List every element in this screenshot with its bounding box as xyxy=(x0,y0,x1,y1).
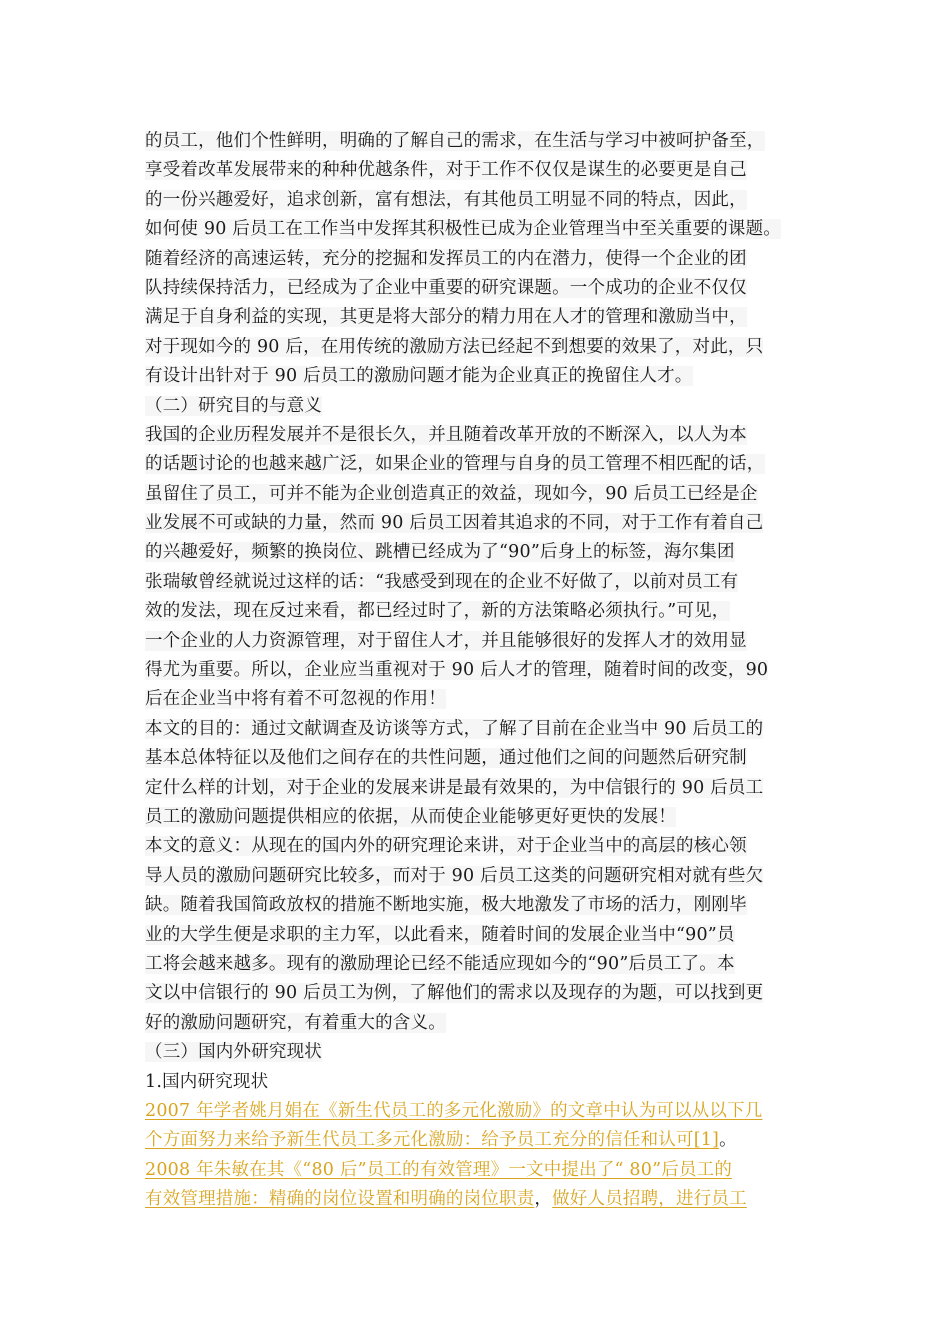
line-text: 得尤为重要。所以，企业应当重视对于 90 后人才的管理，随着时间的改变，90 xyxy=(145,660,769,681)
line-text: 业的大学生便是求职的主力军，以此看来，随着时间的发展企业当中“90”员 xyxy=(145,924,735,945)
line-text: 定什么样的计划，对于企业的发展来讲是最有效果的，为中信银行的 90 后员工 xyxy=(145,777,764,798)
body-text xyxy=(145,127,845,1214)
paragraph-line xyxy=(145,921,845,950)
line-text: 享受着改革发展带来的种种优越条件，对于工作不仅仅是谋生的必要更是自己 xyxy=(145,160,747,181)
heading-text: （三）国内外研究现状 xyxy=(145,1042,322,1063)
paragraph-line xyxy=(145,597,845,626)
line-text: 如何使 90 后员工在工作当中发挥其积极性已成为企业管理当中至关重要的课题。 xyxy=(145,219,781,240)
line-text: 业发展不可或缺的力量，然而 90 后员工因着其追求的不同，对于工作有着自己 xyxy=(145,513,764,534)
paragraph-line xyxy=(145,421,845,450)
line-text: 本文的目的：通过文献调查及访谈等方式，了解了目前在企业当中 90 后员工的 xyxy=(145,718,764,739)
paragraph-line xyxy=(145,744,845,773)
paragraph-line xyxy=(145,774,845,803)
line-text: 工将会越来越多。现有的激励理论已经不能适应现如今的“90”后员工了。本 xyxy=(145,953,735,974)
line-text: 导人员的激励问题研究比较多，而对于 90 后员工这类的问题研究相对就有些欠 xyxy=(145,865,764,886)
line-text: 效的发法，现在反过来看，都已经过时了，新的方法策略必须执行。”可见， xyxy=(145,601,730,622)
paragraph-line xyxy=(145,333,845,362)
reference-link[interactable]: 2008 年朱敏在其《“80 后”员工的有效管理》一文中提出了“ 80”后员工的 xyxy=(145,1159,733,1180)
reference-line xyxy=(145,1097,845,1126)
line-text: 的员工，他们个性鲜明，明确的了解自己的需求，在生活与学习中被呵护备至， xyxy=(145,131,765,151)
paragraph-line xyxy=(145,715,845,744)
line-text: 随着经济的高速运转，充分的挖掘和发挥员工的内在潜力，使得一个企业的团 xyxy=(145,248,747,269)
paragraph-line xyxy=(145,979,845,1008)
line-text: 有设计出针对于 90 后员工的激励问题才能为企业真正的挽留住人才。 xyxy=(145,366,693,387)
paragraph-line xyxy=(145,568,845,597)
paragraph-line xyxy=(145,627,845,656)
line-text: 一个企业的人力资源管理，对于留住人才，并且能够很好的发挥人才的效用显 xyxy=(145,630,747,651)
paragraph-line xyxy=(145,480,845,509)
paragraph-line xyxy=(145,245,845,274)
reference-link[interactable]: 做好人员招聘，进行员工 xyxy=(552,1189,747,1210)
paragraph-line xyxy=(145,303,845,332)
line-text: 本文的意义：从现在的国内外的研究理论来讲，对于企业当中的高层的核心领 xyxy=(145,836,747,857)
paragraph-line xyxy=(145,274,845,303)
line-text: 的兴趣爱好，频繁的换岗位、跳槽已经成为了“90”后身上的标签，海尔集团 xyxy=(145,542,735,563)
line-text: 基本总体特征以及他们之间存在的共性问题，通过他们之间的问题然后研究制 xyxy=(145,748,747,769)
line-text: 张瑞敏曾经就说过这样的话：“我感受到现在的企业不好做了，以前对员工有 xyxy=(145,571,739,592)
paragraph-line xyxy=(145,862,845,891)
paragraph-line xyxy=(145,156,845,185)
punctuation: ， xyxy=(534,1189,553,1210)
paragraph-line xyxy=(145,656,845,685)
subsection-heading xyxy=(145,1068,845,1097)
line-text: 的一份兴趣爱好，追求创新，富有想法，有其他员工明显不同的特点，因此， xyxy=(145,189,747,210)
line-text: 的话题讨论的也越来越广泛，如果企业的管理与自身的员工管理不相匹配的话， xyxy=(145,454,765,475)
reference-line xyxy=(145,1185,845,1214)
paragraph-line xyxy=(145,186,845,215)
reference-link[interactable]: 2007 年学者姚月娟在《新生代员工的多元化激励》的文章中认为可以从以下几 xyxy=(145,1100,763,1121)
paragraph-line xyxy=(145,1009,845,1038)
paragraph-line xyxy=(145,450,845,479)
paragraph-line xyxy=(145,950,845,979)
line-text: 满足于自身利益的实现，其更是将大部分的精力用在人才的管理和激励当中， xyxy=(145,307,747,328)
paragraph-line xyxy=(145,509,845,538)
line-text: 对于现如今的 90 后，在用传统的激励方法已经起不到想要的效果了，对此，只 xyxy=(145,336,764,357)
paragraph-line xyxy=(145,215,845,244)
line-text: 我国的企业历程发展并不是很长久，并且随着改革开放的不断深入，以人为本 xyxy=(145,424,747,445)
line-text: 员工的激励问题提供相应的依据，从而使企业能够更好更快的发展！ xyxy=(145,806,676,827)
paragraph-line xyxy=(145,891,845,920)
reference-line xyxy=(145,1156,845,1185)
line-text: 后在企业当中将有着不可忽视的作用！ xyxy=(145,689,446,710)
punctuation: 。 xyxy=(719,1130,737,1151)
section-heading xyxy=(145,392,845,421)
heading-text: （二）研究目的与意义 xyxy=(145,395,322,416)
reference-link[interactable]: 个方面努力来给予新生代员工多元化激励：给予员工充分的信任和认可[1] xyxy=(145,1130,720,1151)
line-text: 虽留住了员工，可并不能为企业创造真正的效益，现如今，90 后员工已经是企 xyxy=(145,483,758,504)
paragraph-line xyxy=(145,362,845,391)
reference-line xyxy=(145,1126,845,1155)
paragraph-line xyxy=(145,803,845,832)
line-text: 缺。随着我国简政放权的措施不断地实施，极大地激发了市场的活力，刚刚毕 xyxy=(145,895,747,916)
reference-link[interactable]: 有效管理措施：精确的岗位设置和明确的岗位职责 xyxy=(145,1189,535,1210)
paragraph-line xyxy=(145,127,845,156)
paragraph-line xyxy=(145,538,845,567)
line-text: 好的激励问题研究，有着重大的含义。 xyxy=(145,1012,446,1033)
paragraph-line xyxy=(145,685,845,714)
line-text: 队持续保持活力，已经成为了企业中重要的研究课题。一个成功的企业不仅仅 xyxy=(145,277,747,298)
line-text: 文以中信银行的 90 后员工为例，了解他们的需求以及现存的为题，可以找到更 xyxy=(145,983,764,1004)
heading-text: 1.国内研究现状 xyxy=(145,1071,269,1092)
paragraph-line xyxy=(145,832,845,861)
section-heading xyxy=(145,1038,845,1067)
